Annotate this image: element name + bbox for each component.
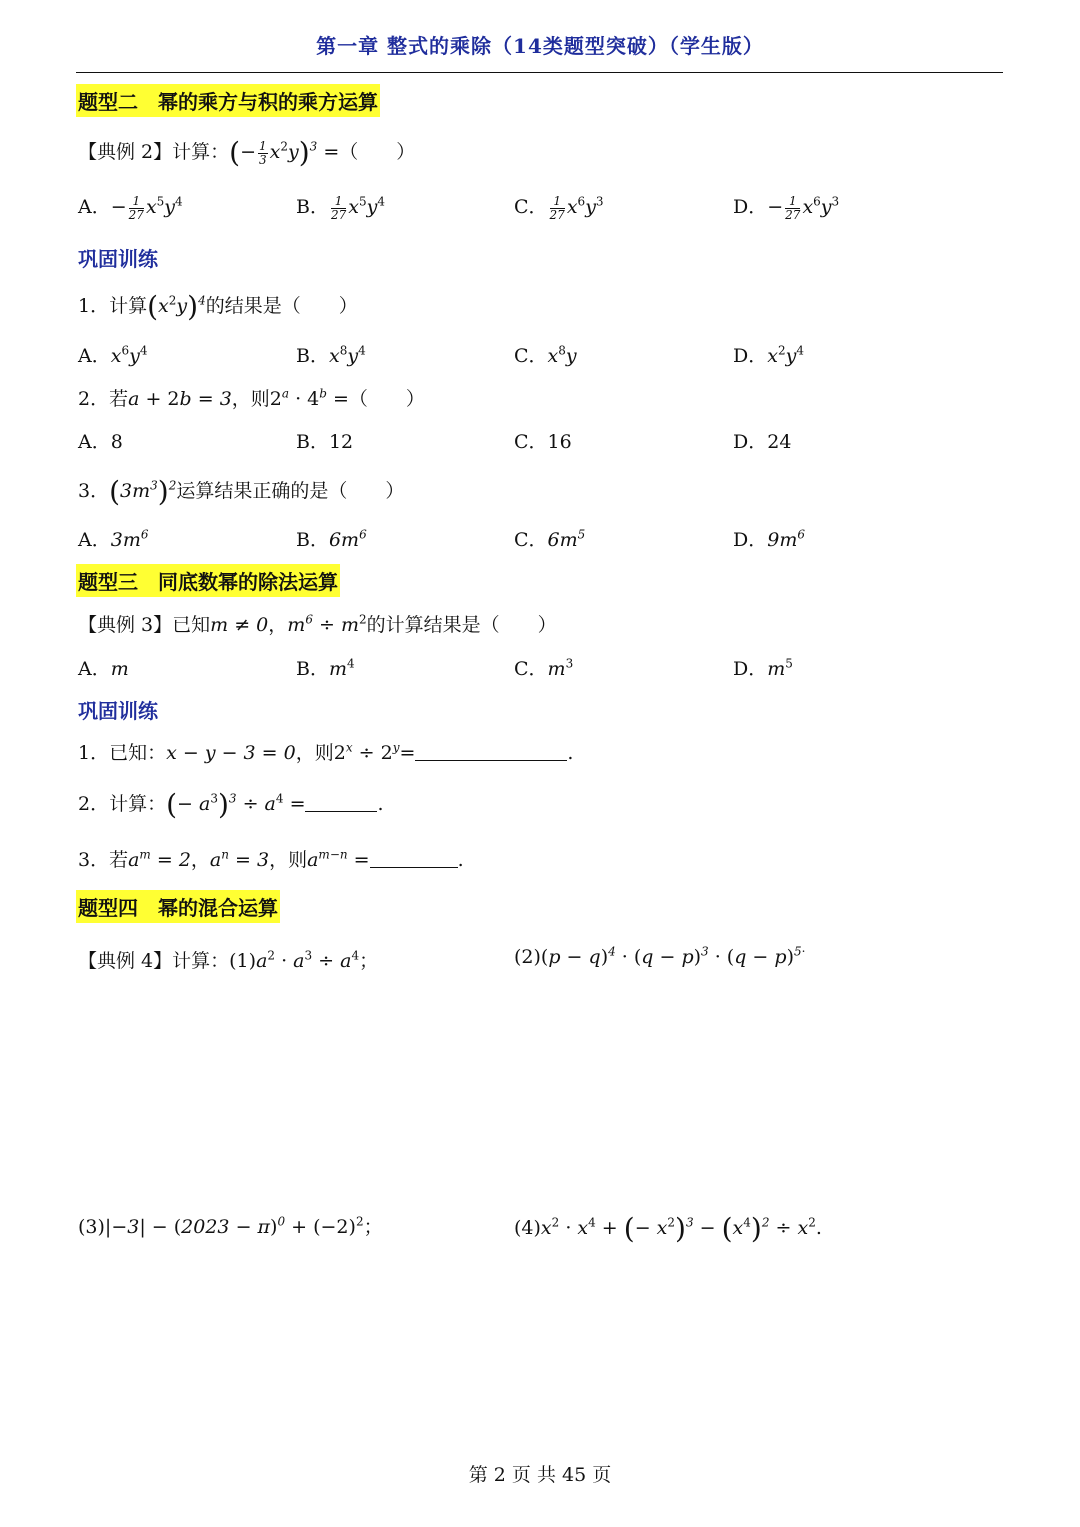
example-4-part-3: $(3)|-3| - (2023 - \pi)^0 + (-2)^2$； — [78, 1214, 383, 1238]
example-2-option-d: D．− $\frac{1}{27}$ $x^6y^3$ — [733, 193, 840, 222]
practice-1-option-a: A．$x^6y^4$ — [78, 343, 148, 367]
example-3-option-c: C．$m^3$ — [514, 656, 574, 680]
page-footer: 第 2 页 共 45 页 — [468, 1464, 612, 1486]
practice-3-2-question: 2．计算：(− $a^3)^3 \div a^4$ = . — [78, 788, 384, 821]
practice-label-1: 巩固训练 — [78, 247, 158, 271]
practice-3-option-d: D．$9m^6$ — [733, 527, 805, 551]
section-title-3: 题型三 同底数幂的除法运算 — [76, 564, 340, 597]
practice-2-option-c: C．16 — [514, 431, 572, 453]
example-4-part-1: 【典例 4】计算：$(1)a^2 \cdot a^3 \div a^4$； — [78, 948, 379, 972]
example-2-option-b: B． $\frac{1}{27}$ $x^5y^4$ — [296, 193, 385, 222]
practice-3-3-question: 3．若$a^m = 2$，$a^n = 3$，则$a^{m-n}$ = . — [78, 847, 464, 871]
example-3-option-a: A．m — [78, 658, 129, 680]
practice-3-1-question: 1．已知：x − y − 3 = 0，则$2^x \div 2^y=$ . — [78, 740, 574, 764]
practice-2-option-b: B．12 — [296, 431, 354, 453]
practice-3-question: 3．$(3m^3)^2$运算结果正确的是（ ） — [78, 475, 405, 508]
section-title-2: 题型二 幂的乘方与积的乘方运算 — [76, 84, 380, 117]
practice-1-question: 1．计算$(x^2y)^4$的结果是（ ） — [78, 290, 358, 323]
practice-3-option-b: B．$6m^6$ — [296, 527, 367, 551]
practice-3-option-c: C．$6m^5$ — [514, 527, 586, 551]
answer-blank[interactable] — [305, 811, 377, 812]
section-title-4: 题型四 幂的混合运算 — [76, 890, 280, 923]
header-divider — [76, 72, 1003, 73]
practice-2-question: 2．若a + 2b = 3，则$2^a \cdot 4^b$ =（ ） — [78, 386, 425, 410]
practice-1-option-c: C．$x^8y$ — [514, 343, 577, 367]
example-2-prefix: 【典例 2】计算： — [78, 141, 230, 163]
example-2-question: 【典例 2】计算：(− $\frac{1}{3}$ $x^2y)^3$ =（ ） — [78, 136, 416, 169]
answer-blank[interactable] — [370, 867, 458, 868]
example-4-part-2: $(2)(p - q)^4 \cdot (q - p)^3 \cdot (q - p)^{5\cdot}$ — [514, 944, 806, 968]
practice-1-option-b: B．$x^8y^4$ — [296, 343, 366, 367]
page-header-title: 第一章 整式的乘除（14类题型突破）（学生版） — [316, 34, 764, 58]
practice-2-option-d: D．24 — [733, 431, 792, 453]
practice-2-option-a: A．8 — [78, 431, 123, 453]
answer-blank[interactable] — [415, 760, 567, 761]
example-2-option-c: C． $\frac{1}{27}$ $x^6y^3$ — [514, 193, 604, 222]
example-3-option-d: D．$m^5$ — [733, 656, 793, 680]
practice-3-option-a: A．$3m^6$ — [78, 527, 149, 551]
example-2-suffix: =（ ） — [323, 141, 416, 163]
example-2-option-a: A．− $\frac{1}{27}$ $x^5y^4$ — [78, 193, 183, 222]
example-3-option-b: B．$m^4$ — [296, 656, 355, 680]
practice-1-option-d: D．$x^2y^4$ — [733, 343, 804, 367]
practice-label-2: 巩固训练 — [78, 699, 158, 723]
example-4-part-4: $(4)x^2 \cdot x^4$ + (− $x^2)^3 - (x^4)^2 \div x^2$. — [514, 1212, 822, 1245]
example-3-question: 【典例 3】已知m ≠ 0，$m^6 \div m^2$的计算结果是（ ） — [78, 612, 557, 636]
